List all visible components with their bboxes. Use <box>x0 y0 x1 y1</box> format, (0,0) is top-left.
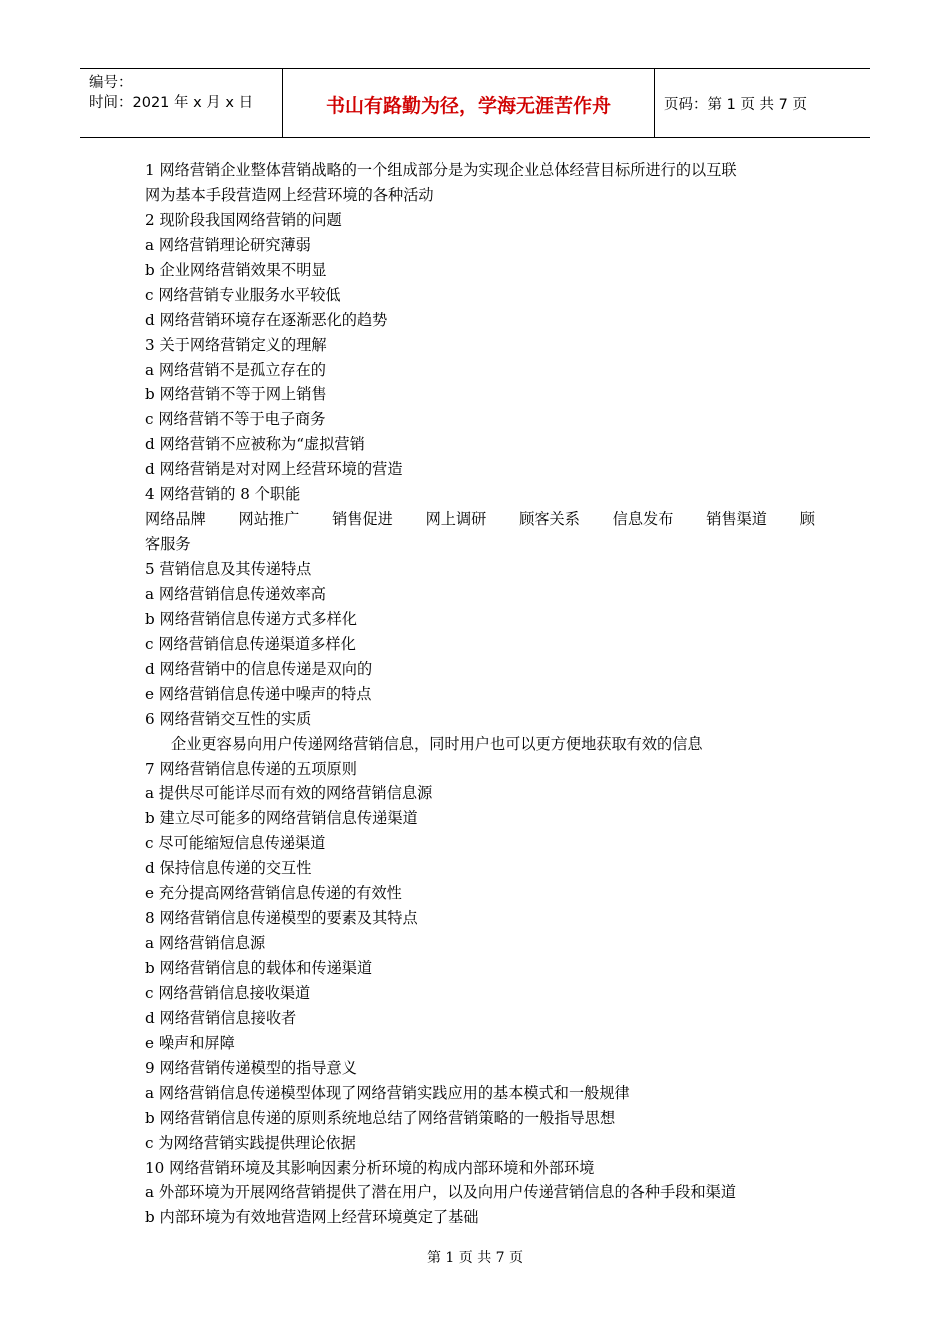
item-7-a: a 提供尽可能详尽而有效的网络营销信息源 <box>145 784 433 803</box>
item-4-heading: 4 网络营销的 8 个职能 <box>145 485 301 504</box>
item-9-c: c 为网络营销实践提供理论依据 <box>145 1133 356 1152</box>
header-motto-cell <box>283 69 655 137</box>
item-3-c: c 网络营销不等于电子商务 <box>145 410 326 429</box>
item-7-c: c 尽可能缩短信息传递渠道 <box>145 834 326 853</box>
header-info-cell <box>80 69 283 137</box>
item-8-e: e 噪声和屏障 <box>145 1033 235 1052</box>
item-5-c: c 网络营销信息传递渠道多样化 <box>145 634 356 653</box>
item-2-a: a 网络营销理论研究薄弱 <box>145 235 311 254</box>
item-3-b: b 网络营销不等于网上销售 <box>145 385 327 404</box>
item-2-c: c 网络营销专业服务水平较低 <box>145 285 341 304</box>
duty-item: 信息发布 <box>612 510 674 529</box>
item-8-heading: 8 网络营销信息传递模型的要素及其特点 <box>145 909 418 928</box>
item-4-duties <box>145 507 815 532</box>
duty-item: 网上调研 <box>425 510 487 529</box>
item-6-text: 企业更容易向用户传递网络营销信息，同时用户也可以更方便地获取有效的信息 <box>171 734 703 753</box>
item-1-line-2: 网为基本手段营造网上经营环境的各种活动 <box>145 185 434 204</box>
duty-item: 网络品牌 <box>145 510 206 529</box>
item-8-a: a 网络营销信息源 <box>145 934 266 953</box>
duty-item: 顾 <box>799 510 815 529</box>
item-5-d: d 网络营销中的信息传递是双向的 <box>145 659 373 678</box>
document-body <box>145 158 815 1230</box>
item-9-b: b 网络营销信息传递的原则系统地总结了网络营销策略的一般指导思想 <box>145 1108 616 1127</box>
item-3-d: d 网络营销不应被称为“虚拟营销 <box>145 435 365 454</box>
duty-item: 网站推广 <box>238 510 300 529</box>
item-3-a: a 网络营销不是孤立存在的 <box>145 360 326 379</box>
item-8-c: c 网络营销信息接收渠道 <box>145 983 311 1002</box>
item-2-b: b 企业网络营销效果不明显 <box>145 260 327 279</box>
item-8-d: d 网络营销信息接收者 <box>145 1008 297 1027</box>
item-2-heading: 2 现阶段我国网络营销的问题 <box>145 210 342 229</box>
duty-item: 顾客关系 <box>519 510 580 529</box>
item-10-b: b 内部环境为有效地营造网上经营环境奠定了基础 <box>145 1208 479 1227</box>
header-page-code: 页码：第 1 页 共 7 页 <box>664 97 807 113</box>
item-1-line-1: 1 网络营销企业整体营销战略的一个组成部分是为实现企业总体经营目标所进行的以互联 <box>145 161 737 179</box>
item-8-b: b 网络营销信息的载体和传递渠道 <box>145 959 373 977</box>
duty-item: 销售渠道 <box>706 510 767 529</box>
page-header <box>80 68 870 138</box>
duty-item: 销售促进 <box>332 510 393 529</box>
item-5-heading: 5 营销信息及其传递特点 <box>145 560 312 578</box>
item-6-heading: 6 网络营销交互性的实质 <box>145 709 312 728</box>
item-7-e: e 充分提高网络营销信息传递的有效性 <box>145 884 402 903</box>
item-3-e: d 网络营销是对对网上经营环境的营造 <box>145 460 403 479</box>
item-3-heading: 3 关于网络营销定义的理解 <box>145 335 327 354</box>
document-number-label: 编号： <box>89 75 133 91</box>
item-5-a: a 网络营销信息传递效率高 <box>145 584 326 603</box>
item-10-heading: 10 网络营销环境及其影响因素分析环境的构成内部环境和外部环境 <box>145 1158 595 1177</box>
page-footer: 第 1 页 共 7 页 <box>426 1250 524 1266</box>
item-5-e: e 网络营销信息传递中噪声的特点 <box>145 684 372 703</box>
item-7-b: b 建立尽可能多的网络营销信息传递渠道 <box>145 809 418 828</box>
motto-text: 书山有路勤为径，学海无涯苦作舟 <box>325 95 611 117</box>
item-7-d: d 保持信息传递的交互性 <box>145 859 312 878</box>
item-9-heading: 9 网络营销传递模型的指导意义 <box>145 1058 357 1077</box>
item-5-b: b 网络营销信息传递方式多样化 <box>145 609 357 628</box>
item-9-a: a 网络营销信息传递模型体现了网络营销实践应用的基本模式和一般规律 <box>145 1083 630 1102</box>
header-page-cell <box>655 69 870 137</box>
document-time-label: 时间：2021 年 x 月 x 日 <box>89 95 254 111</box>
item-4-duties-continued: 客服务 <box>145 535 191 554</box>
item-10-a: a 外部环境为开展网络营销提供了潜在用户，以及向用户传递营销信息的各种手段和渠道 <box>145 1183 737 1202</box>
item-7-heading: 7 网络营销信息传递的五项原则 <box>145 759 357 778</box>
item-2-d: d 网络营销环境存在逐渐恶化的趋势 <box>145 310 388 329</box>
